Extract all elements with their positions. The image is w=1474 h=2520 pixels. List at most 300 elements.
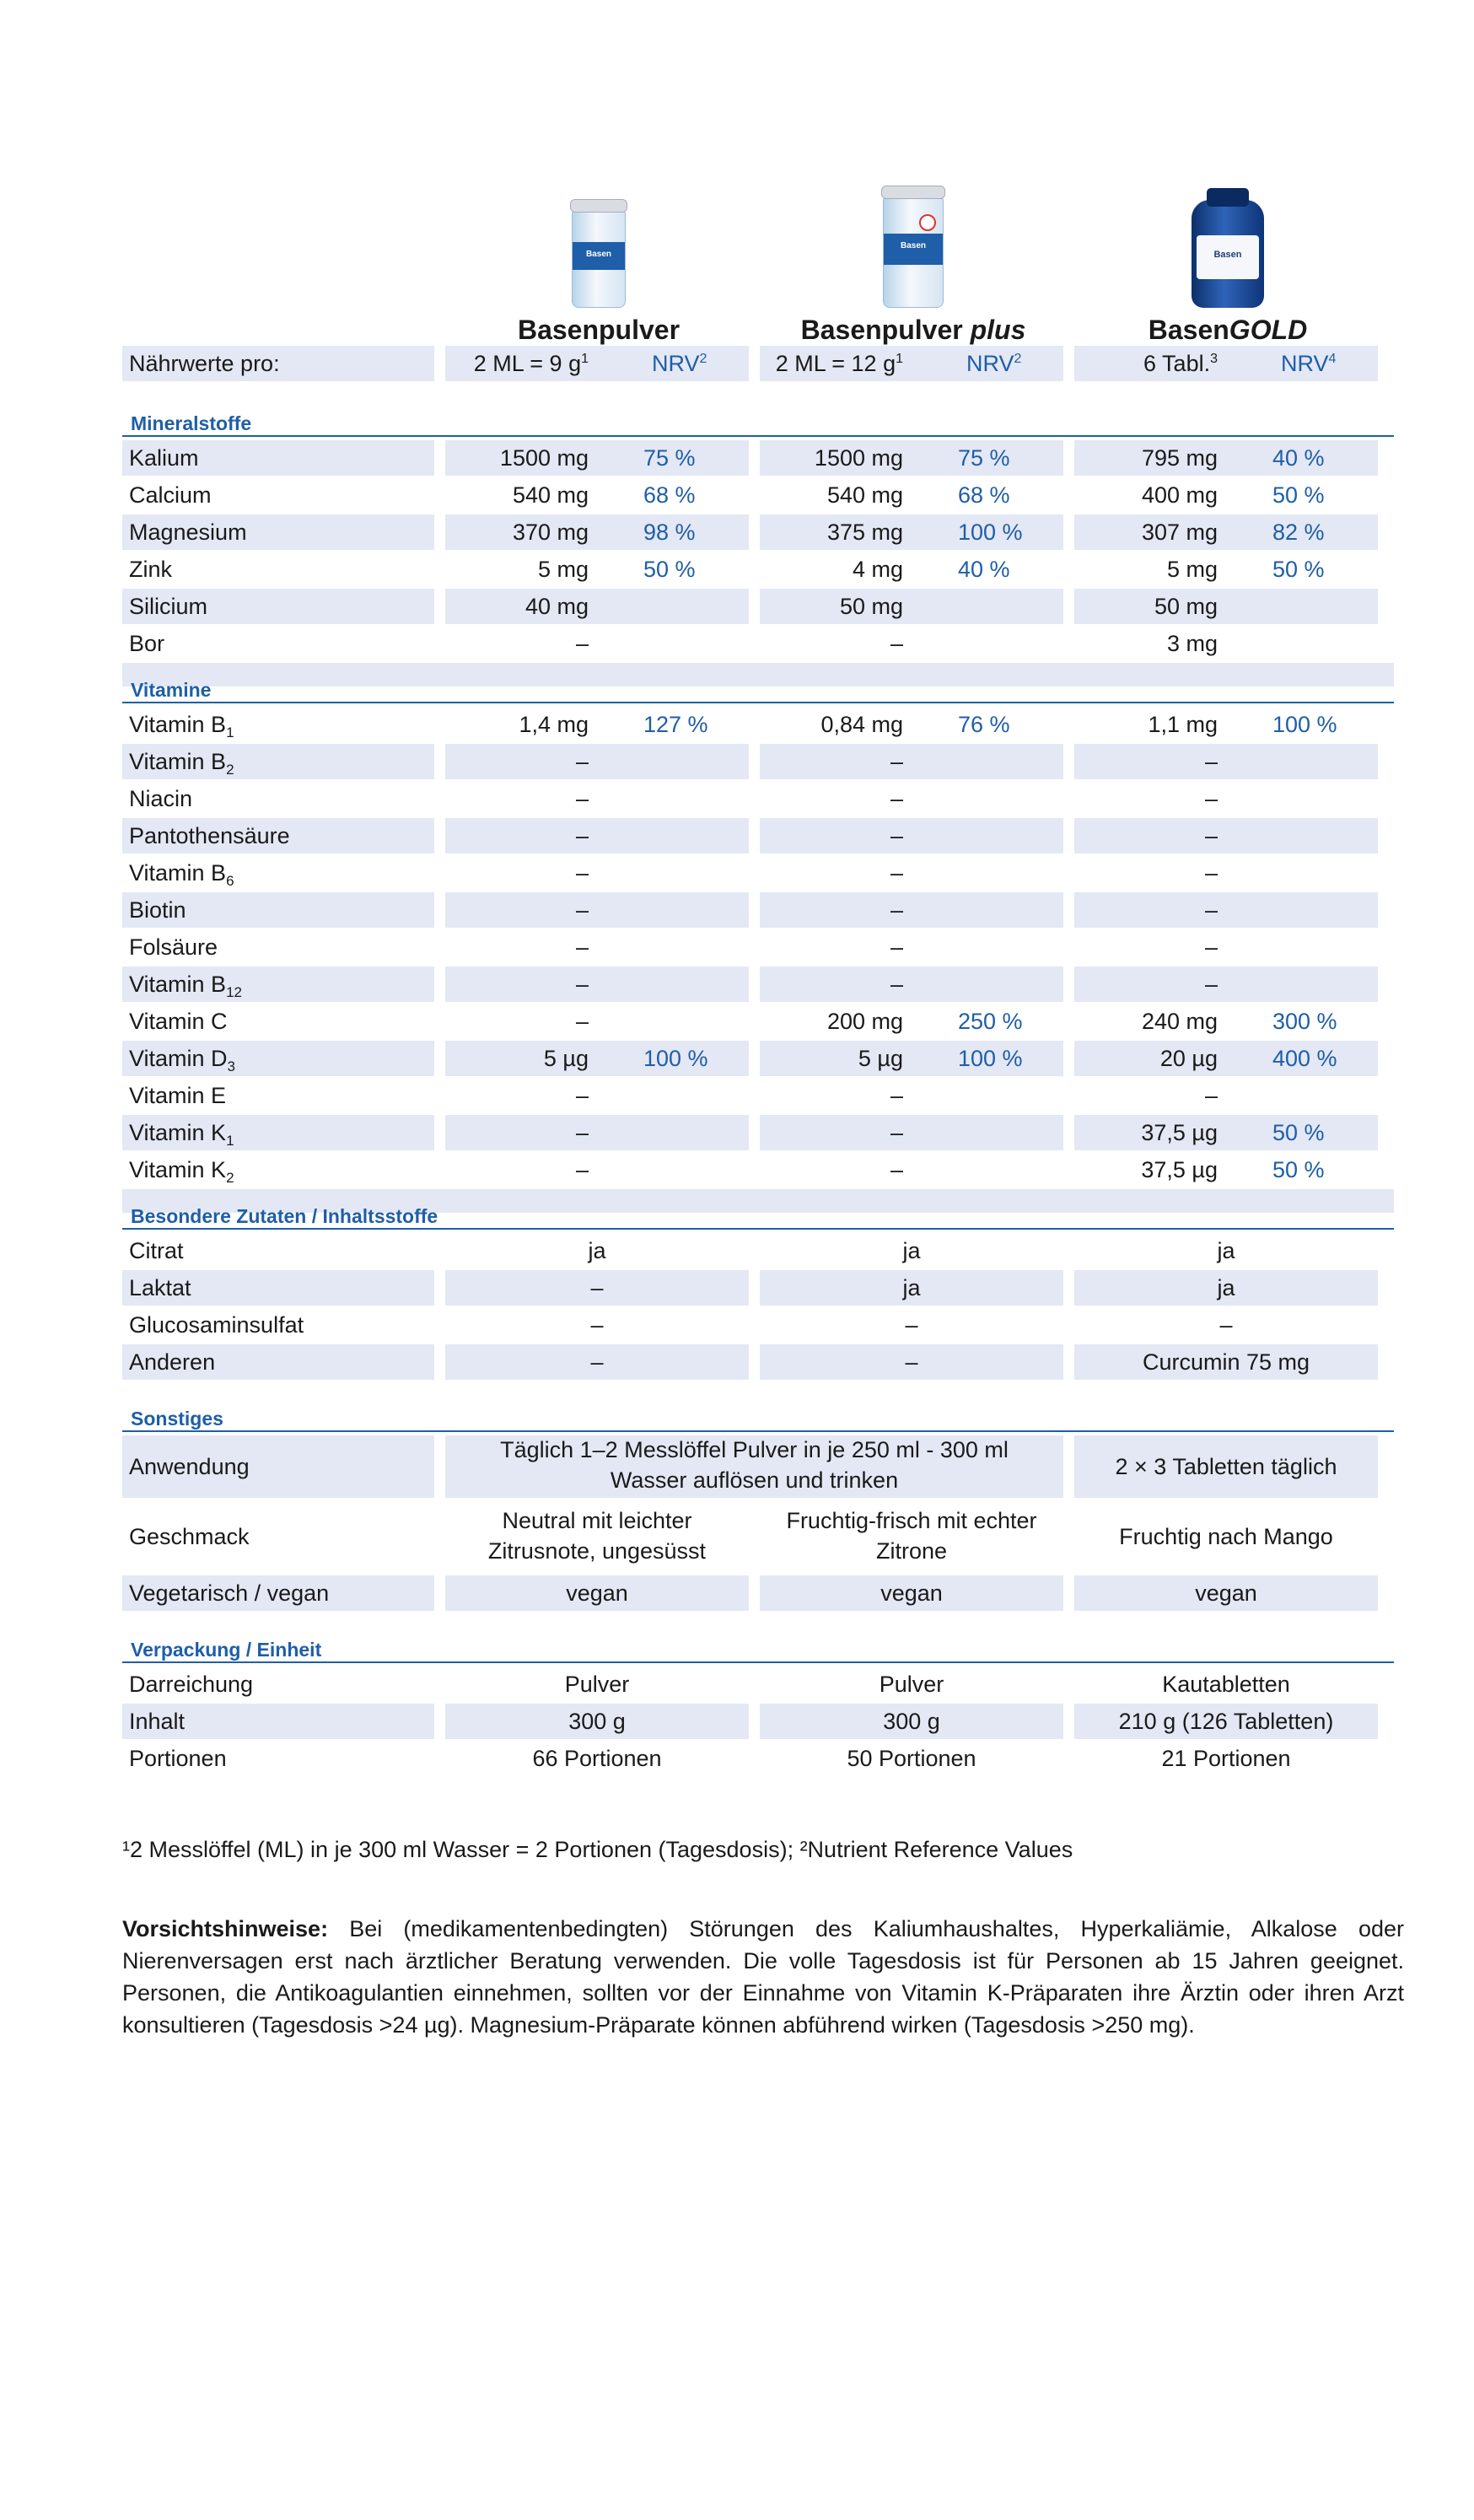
amount-value: – [1204, 786, 1218, 811]
row-label-text: Anderen [129, 1349, 216, 1375]
cell-text: Kautabletten [1162, 1672, 1290, 1697]
product-basenpulver [447, 173, 750, 347]
product-header [122, 173, 1379, 345]
row-label [122, 818, 434, 853]
basenpulver-plus-can-image: Basen [761, 173, 1065, 308]
footnote: ¹2 Messlöffel (ML) in je 300 ml Wasser = 2 Portionen (Tagesdosis); ²Nutrient Reference Values [122, 1837, 1073, 1862]
amount-value: 3 mg [1166, 631, 1218, 656]
table-row [122, 477, 1379, 513]
table-row [122, 744, 1379, 779]
amount-value: – [575, 1157, 589, 1182]
value-cell [1074, 1344, 1378, 1380]
value-cell [445, 1270, 749, 1306]
value-cell [760, 1004, 1063, 1039]
row-label-text: Vitamin K [129, 1157, 227, 1182]
table-row [122, 1501, 1379, 1572]
row-label [122, 1435, 434, 1498]
value-cell [760, 1667, 1063, 1702]
value-cell [445, 892, 749, 928]
value-cell [445, 1344, 749, 1380]
value-cell [1074, 477, 1378, 513]
cell-text: 300 g [883, 1709, 940, 1734]
nrv-value: 75 % [643, 445, 696, 471]
value-cell [1074, 1501, 1378, 1572]
amount-value: – [575, 1083, 589, 1108]
value-cell [445, 1704, 749, 1739]
nrv-value: 400 % [1272, 1046, 1337, 1071]
value-cell [760, 1152, 1063, 1187]
table-row [122, 1344, 1379, 1380]
value-cell [445, 1667, 749, 1702]
section-header-vitamins [122, 663, 1394, 703]
value-cell [760, 818, 1063, 853]
veg-text: vegan [1195, 1580, 1257, 1606]
value-cell [1074, 1741, 1378, 1776]
cell-text: 21 Portionen [1161, 1746, 1291, 1771]
amount-value: – [890, 860, 903, 886]
value-cell [1074, 1667, 1378, 1702]
value-cell [760, 1704, 1063, 1739]
row-label [122, 707, 434, 742]
row-label-text: Niacin [129, 786, 193, 811]
cell-text: 66 Portionen [532, 1746, 662, 1771]
value-cell [1074, 1704, 1378, 1739]
cell-text: – [590, 1275, 604, 1300]
value-cell [445, 1041, 749, 1076]
amount-value: – [890, 897, 903, 923]
row-label [122, 626, 434, 661]
row-label-text: Laktat [129, 1275, 191, 1300]
value-cell [1074, 967, 1378, 1002]
section-title: Sonstiges [131, 1408, 223, 1430]
amount-value: 0,84 mg [820, 712, 903, 737]
row-label-text: Vitamin B [129, 972, 227, 997]
value-cell [1074, 1270, 1378, 1306]
amount-value: – [890, 749, 903, 774]
value-cell [1074, 855, 1378, 891]
row-label-text: Vitamin K [129, 1120, 227, 1145]
row-label [122, 1152, 434, 1187]
header-col-2: 2 ML = 12 $g^1$ NRV$^2$ [760, 346, 1063, 381]
table-row [122, 1435, 1379, 1498]
row-label-text: Vitamin B [129, 860, 227, 886]
amount-value: 370 mg [512, 520, 589, 545]
value-cell [760, 1115, 1063, 1150]
header-col-3: 6 Tabl.$^3$ NRV$^4$ [1074, 346, 1378, 381]
taste-text: Fruchtig nach Mango [1119, 1524, 1333, 1549]
product-basengold [1076, 173, 1380, 347]
cell-text: ja [588, 1238, 606, 1263]
value-cell [760, 892, 1063, 928]
nrv-value: 50 % [1272, 482, 1325, 508]
amount-value: – [1204, 897, 1218, 923]
amount-value: – [575, 786, 589, 811]
table-row [122, 892, 1379, 928]
row-label-text: Bor [129, 631, 165, 656]
value-cell [1074, 707, 1378, 742]
value-cell [445, 1233, 749, 1268]
amount-value: 20 µg [1159, 1046, 1218, 1071]
amount-value: – [575, 897, 589, 923]
amount-value: 5 mg [1166, 557, 1218, 582]
precaution-text: Bei (medikamentenbedingten) Störungen des Kaliumhaushaltes, Hyperkaliämie, Alkalose oder Nierenversagen erst nach ärztlicher Beratung verwenden. Die volle Tagesdosis ist für Personen ab 15 Jahren geeignet. Personen, die Antikoagulantien einnehmen, sollten vor der Einnahme von Vitamin K-Präparaten ihre Ärztin oder ihren Arzt konsultieren (Tagesdosis >24 µg). Magnesium-Präparate können abführend wirken (Tagesdosis >250 mg). [122, 1916, 1404, 2038]
value-cell [760, 440, 1063, 476]
row-label-subscript: 3 [227, 1058, 236, 1074]
cell-text: ja [1217, 1275, 1235, 1300]
table-row [122, 1667, 1379, 1702]
value-cell [760, 1501, 1063, 1572]
amount-value: 5 mg [537, 557, 589, 582]
table-row [122, 1041, 1379, 1076]
table-row [122, 707, 1379, 742]
nrv-value: 68 % [643, 482, 696, 508]
cell-text: – [905, 1312, 918, 1338]
value-cell [445, 929, 749, 965]
value-cell [760, 855, 1063, 891]
basenpulver-can-image: Basen [447, 173, 750, 308]
row-label [122, 1270, 434, 1306]
amount-value: – [890, 1083, 903, 1108]
table-row [122, 1270, 1379, 1306]
usage-text: Täglich 1–2 Messlöffel Pulver in je 250 ml - 300 ml Wasser auflösen und trinken [500, 1437, 1009, 1493]
value-cell [445, 707, 749, 742]
cell-text: – [590, 1312, 604, 1338]
value-cell [1074, 929, 1378, 965]
table-row [122, 1115, 1379, 1150]
nrv-value: 98 % [643, 520, 696, 545]
row-label [122, 552, 434, 587]
cell-text: 50 Portionen [847, 1746, 976, 1771]
cell-text: 210 g (126 Tabletten) [1118, 1709, 1334, 1734]
nrv-value: 50 % [1272, 557, 1325, 582]
value-cell [1074, 1041, 1378, 1076]
row-label-text: Anwendung [129, 1454, 250, 1479]
section-rule [122, 435, 1394, 437]
row-label [122, 929, 434, 965]
value-cell [1074, 514, 1378, 550]
amount-value: – [1204, 860, 1218, 886]
amount-value: – [575, 749, 589, 774]
amount-value: 37,5 µg [1141, 1157, 1218, 1182]
row-label-text: Vitamin B [129, 712, 227, 737]
nrv-value: 82 % [1272, 520, 1325, 545]
cell-text: ja [902, 1238, 921, 1263]
table-row [122, 1152, 1379, 1187]
amount-value: 795 mg [1141, 445, 1218, 471]
amount-value: – [575, 631, 589, 656]
section-rule [122, 1661, 1394, 1663]
amount-value: – [575, 934, 589, 960]
table-row [122, 552, 1379, 587]
row-label [122, 1741, 434, 1776]
product-name: Basenpulver [800, 315, 971, 345]
value-cell [445, 1741, 749, 1776]
row-label-text: Biotin [129, 897, 186, 923]
value-cell [1074, 744, 1378, 779]
row-label-text: Magnesium [129, 520, 247, 545]
value-cell [760, 707, 1063, 742]
value-cell [445, 1115, 749, 1150]
amount-value: 375 mg [826, 520, 903, 545]
row-label [122, 781, 434, 816]
value-cell [1074, 552, 1378, 587]
row-label [122, 1667, 434, 1702]
value-cell [760, 552, 1063, 587]
veg-text: vegan [566, 1580, 628, 1606]
header-label: Nährwerte pro: [122, 346, 434, 381]
amount-value: 1500 mg [814, 445, 903, 471]
taste-text: Fruchtig-frisch mit echter Zitrone [786, 1508, 1037, 1564]
value-cell [760, 781, 1063, 816]
amount-value: – [575, 972, 589, 997]
nrv-value: 100 % [958, 1046, 1023, 1071]
precaution-notice [122, 1913, 1404, 2041]
amount-value: – [575, 1120, 589, 1145]
cell-text: Pulver [564, 1672, 630, 1697]
header-col-1: 2 ML = 9 $g^1$ NRV$^2$ [445, 346, 749, 381]
amount-value: 400 mg [1141, 482, 1218, 508]
row-label [122, 1078, 434, 1113]
nrv-value: 100 % [643, 1046, 708, 1071]
value-cell [760, 626, 1063, 661]
amount-value: 1500 mg [499, 445, 589, 471]
row-label [122, 744, 434, 779]
cell-text: ja [902, 1275, 921, 1300]
value-cell [445, 1078, 749, 1113]
section-title: Verpackung / Einheit [131, 1639, 322, 1661]
amount-value: 540 mg [826, 482, 903, 508]
row-label [122, 967, 434, 1002]
veg-text: vegan [880, 1580, 943, 1606]
row-label-text: Vegetarisch / vegan [129, 1580, 330, 1606]
value-cell [1074, 626, 1378, 661]
value-cell [445, 1575, 749, 1611]
value-cell [445, 1435, 1063, 1498]
usage-text: 2 × 3 Tabletten täglich [1115, 1454, 1337, 1479]
product-name: Basen [1148, 315, 1229, 345]
header-row [122, 346, 1379, 381]
section-header-special [122, 1189, 1394, 1230]
amount-value: – [575, 823, 589, 848]
row-label-text: Pantothensäure [129, 823, 290, 848]
row-label-text: Vitamin D [129, 1046, 228, 1071]
section-header-minerals [122, 396, 1394, 437]
nrv-value: 50 % [643, 557, 696, 582]
precaution-title: Vorsichtshinweise: [122, 1916, 329, 1941]
cell-text: 300 g [568, 1709, 626, 1734]
cell-text: Pulver [879, 1672, 944, 1697]
amount-value: – [575, 1009, 589, 1034]
row-label-text: Folsäure [129, 934, 218, 960]
table-row [122, 1575, 1379, 1611]
nrv-value: 40 % [958, 557, 1010, 582]
row-label-text: Vitamin E [129, 1083, 227, 1108]
nrv-value: 100 % [958, 520, 1023, 545]
nrv-value: 76 % [958, 712, 1010, 737]
value-cell [445, 855, 749, 891]
value-cell [445, 440, 749, 476]
value-cell [760, 1041, 1063, 1076]
row-label [122, 1575, 434, 1611]
table-row [122, 514, 1379, 550]
value-cell [760, 744, 1063, 779]
amount-value: – [890, 786, 903, 811]
row-label-subscript: 2 [226, 762, 234, 778]
cell-text: – [1219, 1312, 1233, 1338]
row-label-text: Geschmack [129, 1524, 250, 1549]
value-cell [760, 1270, 1063, 1306]
row-label-subscript: 1 [226, 724, 234, 740]
table-row [122, 440, 1379, 476]
table-row [122, 589, 1379, 624]
amount-value: 1,1 mg [1148, 712, 1218, 737]
value-cell [760, 1741, 1063, 1776]
table-row [122, 781, 1379, 816]
amount-value: – [890, 1120, 903, 1145]
table-row [122, 626, 1379, 661]
row-label [122, 855, 434, 891]
value-cell [445, 477, 749, 513]
value-cell [760, 477, 1063, 513]
row-label-text: Inhalt [129, 1709, 186, 1734]
nrv-value: 50 % [1272, 1120, 1325, 1145]
table-row [122, 855, 1379, 891]
value-cell [760, 967, 1063, 1002]
amount-value: 5 µg [858, 1046, 903, 1071]
nrv-value: 75 % [958, 445, 1010, 471]
value-cell [445, 744, 749, 779]
row-label-subscript: 2 [226, 1170, 234, 1186]
section-title: Vitamine [131, 679, 212, 701]
row-label-text: Silicium [129, 594, 208, 619]
product-name-italic: GOLD [1229, 315, 1308, 345]
section-title: Mineralstoffe [131, 412, 252, 434]
table-row [122, 1004, 1379, 1039]
amount-value: – [1204, 749, 1218, 774]
amount-value: – [890, 972, 903, 997]
row-label-subscript: 6 [226, 873, 234, 889]
amount-value: 240 mg [1141, 1009, 1218, 1034]
row-label-subscript: 12 [226, 984, 242, 1000]
value-cell [1074, 1307, 1378, 1343]
value-cell [760, 514, 1063, 550]
row-label [122, 1115, 434, 1150]
value-cell [760, 1233, 1063, 1268]
amount-value: 200 mg [826, 1009, 903, 1034]
amount-value: 5 µg [543, 1046, 589, 1071]
row-label [122, 1501, 434, 1572]
amount-value: – [890, 934, 903, 960]
value-cell [1074, 818, 1378, 853]
amount-value: – [1204, 934, 1218, 960]
value-cell [1074, 1575, 1378, 1611]
value-cell [445, 514, 749, 550]
row-label [122, 1704, 434, 1739]
table-row [122, 818, 1379, 853]
value-cell [445, 589, 749, 624]
value-cell [445, 818, 749, 853]
value-cell [1074, 1115, 1378, 1150]
value-cell [445, 552, 749, 587]
cell-text: Curcumin 75 mg [1142, 1349, 1310, 1375]
product-basenpulver-plus [761, 173, 1065, 347]
row-label-text: Vitamin C [129, 1009, 228, 1034]
value-cell [760, 1307, 1063, 1343]
amount-value: – [1204, 823, 1218, 848]
section-rule [122, 1228, 1394, 1230]
value-cell [445, 1152, 749, 1187]
value-cell [1074, 440, 1378, 476]
value-cell [1074, 892, 1378, 928]
row-label-text: Portionen [129, 1746, 227, 1771]
row-label [122, 440, 434, 476]
row-label [122, 1041, 434, 1076]
amount-value: 307 mg [1141, 520, 1218, 545]
value-cell [445, 1004, 749, 1039]
basengold-bottle-image: Basen [1076, 173, 1380, 308]
taste-text: Neutral mit leichter Zitrusnote, ungesüsst [487, 1508, 707, 1564]
amount-value: – [1204, 972, 1218, 997]
row-label-text: Glucosaminsulfat [129, 1312, 304, 1338]
nrv-value: 68 % [958, 482, 1010, 508]
nrv-value: 300 % [1272, 1009, 1337, 1034]
cell-text: – [590, 1349, 604, 1375]
section-header-packaging [122, 1623, 1394, 1663]
value-cell [760, 1078, 1063, 1113]
table-row [122, 929, 1379, 965]
amount-value: – [575, 860, 589, 886]
amount-value: 50 mg [839, 594, 903, 619]
row-label-text: Kalium [129, 445, 199, 471]
cell-text: ja [1217, 1238, 1235, 1263]
value-cell [760, 589, 1063, 624]
value-cell [1074, 1435, 1378, 1498]
row-label-text: Vitamin B [129, 749, 227, 774]
value-cell [760, 1575, 1063, 1611]
row-label-subscript: 1 [226, 1133, 234, 1149]
value-cell [445, 1307, 749, 1343]
row-label [122, 1344, 434, 1380]
cell-text: – [905, 1349, 918, 1375]
table-row [122, 967, 1379, 1002]
table-row [122, 1704, 1379, 1739]
amount-value: – [890, 631, 903, 656]
table-row [122, 1741, 1379, 1776]
section-header-other [122, 1392, 1394, 1432]
value-cell [445, 626, 749, 661]
row-label [122, 1004, 434, 1039]
row-label [122, 589, 434, 624]
row-label [122, 477, 434, 513]
amount-value: 37,5 µg [1141, 1120, 1218, 1145]
row-label-text: Zink [129, 557, 173, 582]
value-cell [1074, 1233, 1378, 1268]
amount-value: 1,4 mg [519, 712, 589, 737]
amount-value: – [890, 823, 903, 848]
product-name: Basenpulver [517, 315, 681, 345]
value-cell [1074, 1004, 1378, 1039]
value-cell [760, 1344, 1063, 1380]
nrv-value: 250 % [958, 1009, 1023, 1034]
row-label [122, 892, 434, 928]
table-row [122, 1233, 1379, 1268]
amount-value: – [1204, 1083, 1218, 1108]
value-cell [445, 1501, 749, 1572]
section-rule [122, 702, 1394, 703]
amount-value: – [890, 1157, 903, 1182]
nrv-value: 127 % [643, 712, 708, 737]
section-rule [122, 1430, 1394, 1432]
